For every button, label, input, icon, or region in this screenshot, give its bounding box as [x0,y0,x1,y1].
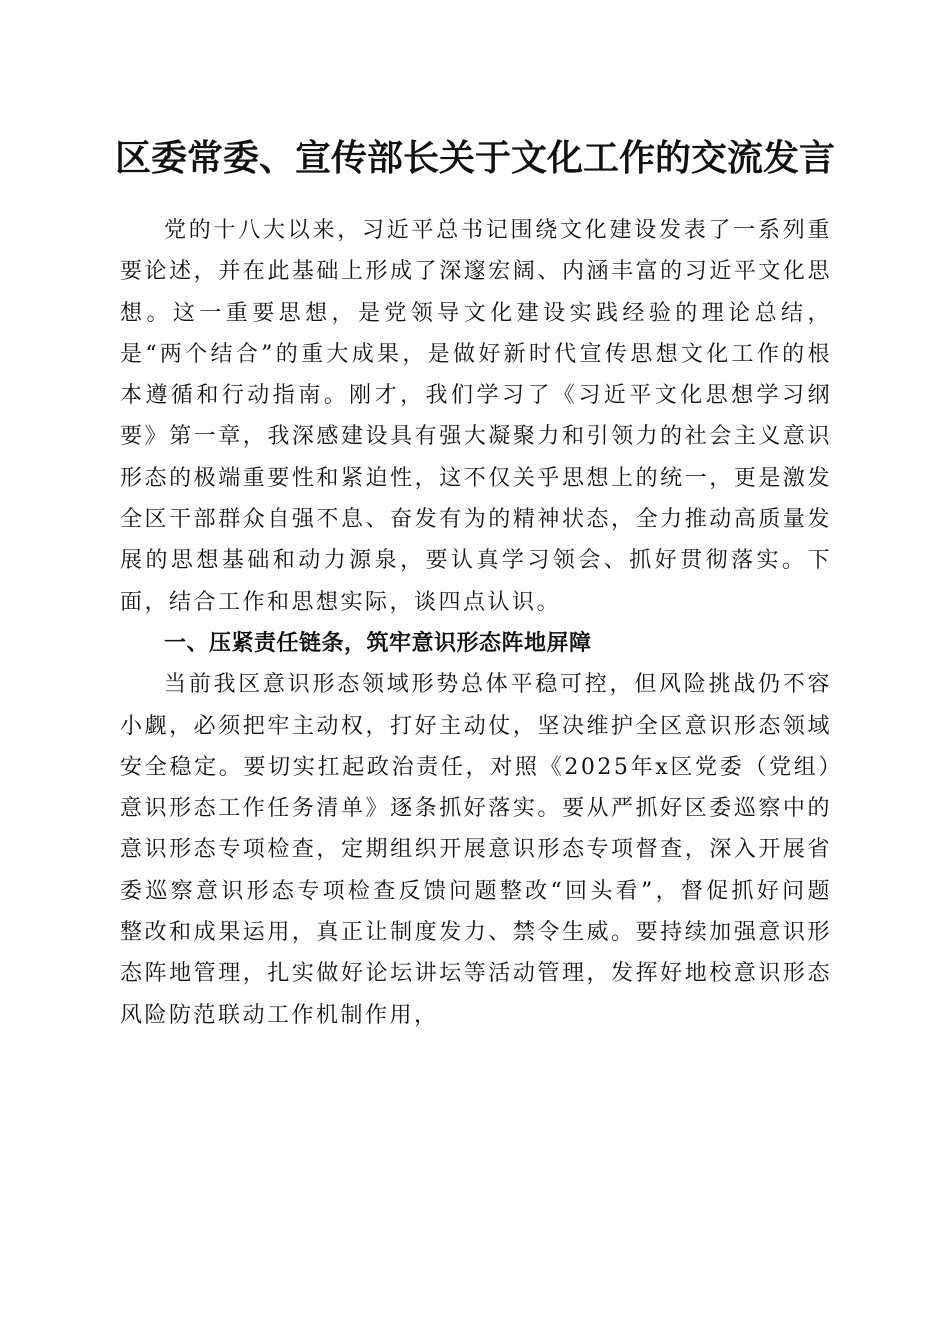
section-1-paragraph: 当前我区意识形态领域形势总体平稳可控，但风险挑战仍不容小觑，必须把牢主动权，打好主动仗，坚决维护全区意识形态领域安全稳定。要切实扛起政治责任，对照《2025年x区党委（党组）意识形态工作任务清单》逐条抓好落实。要从严抓好区委巡察中的意识形态专项检查，定期组织开展意识形态专项督查，深入开展省委巡察意识形态专项检查反馈问题整改“回头看”，督促抓好问题整改和成果运用，真正让制度发力、禁令生威。要持续加强意识形态阵地管理，扎实做好论坛讲坛等活动管理，发挥好地校意识形态风险防范联动工作机制作用， [120,672,832,1028]
section-heading-1: 一、压紧责任链条，筑牢意识形态阵地屏障 [164,630,592,656]
document-body [120,210,832,1036]
document-title: 区委常委、宣传部长关于文化工作的交流发言 [114,137,835,179]
intro-paragraph: 党的十八大以来，习近平总书记围绕文化建设发表了一系列重要论述，并在此基础上形成了深邃宏阔、内涵丰富的习近平文化思想。这一重要思想，是党领导文化建设实践经验的理论总结，是“两个结合”的重大成果，是做好新时代宣传思想文化工作的根本遵循和行动指南。刚才，我们学习了《习近平文化思想学习纲要》第一章，我深感建设具有强大凝聚力和引领力的社会主义意识形态的极端重要性和紧迫性，这不仅关乎思想上的统一，更是激发全区干部群众自强不息、奋发有为的精神状态，全力推动高质量发展的思想基础和动力源泉，要认真学习领会、抓好贯彻落实。下面，结合工作和思想实际，谈四点认识。 [120,218,832,615]
